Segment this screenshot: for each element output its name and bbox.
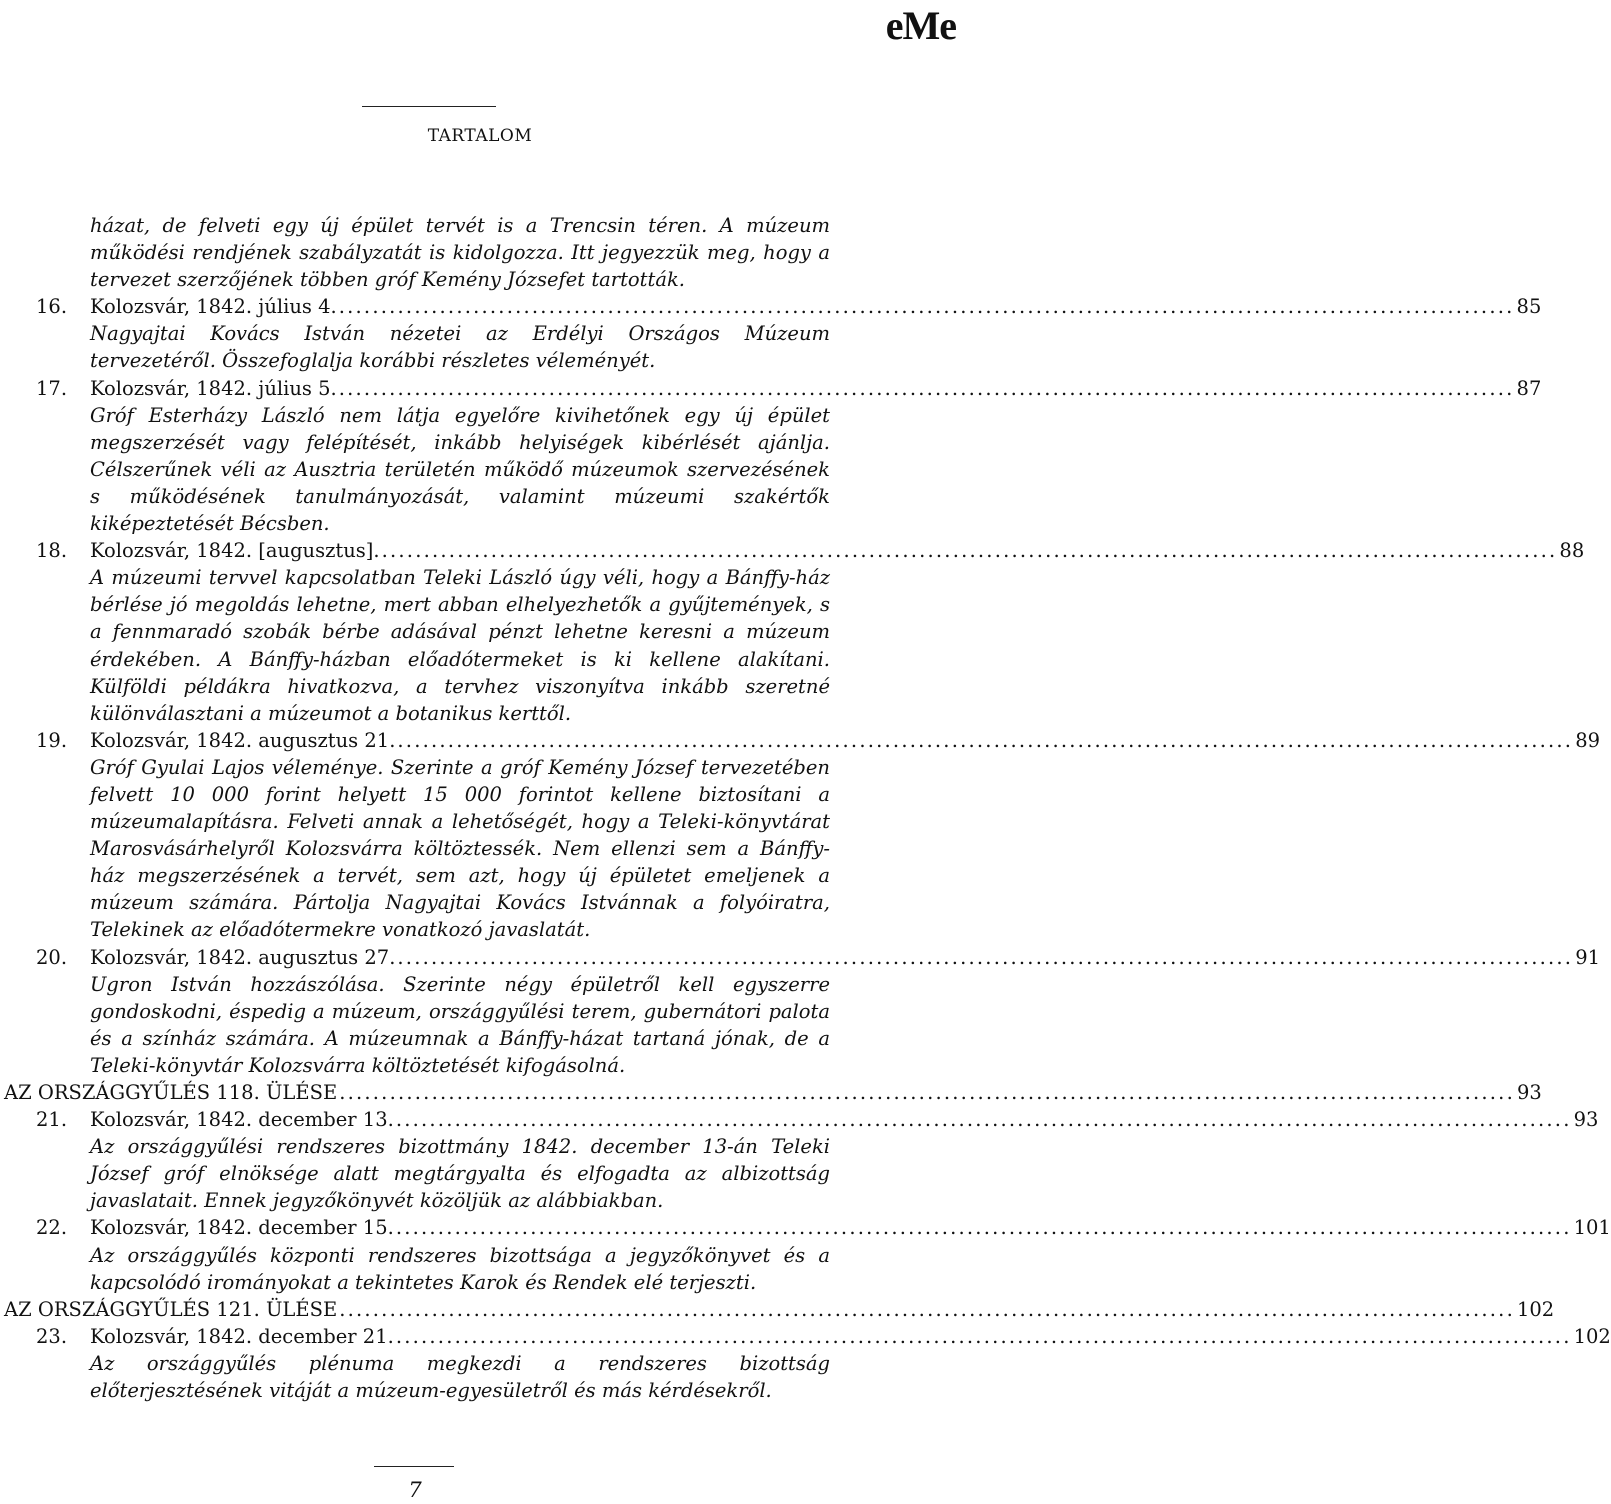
dot-leader: ............................................................................................................................................ (339, 1081, 1515, 1104)
toc-entry-line[interactable] (0, 944, 1601, 971)
dot-leader: ............................................................................................................................................ (395, 1216, 1572, 1240)
toc-entry (0, 727, 1601, 944)
dot-leader: ............................................................................................................................................ (339, 1297, 1515, 1321)
toc-entry-line[interactable] (0, 727, 1601, 754)
dot-leader: ............................................................................................................................................ (338, 295, 1515, 319)
entry-title: Kolozsvár, 1842. július 4. (90, 295, 337, 319)
top-rule (362, 106, 496, 107)
entry-number: 19. (36, 728, 68, 752)
toc-entry (0, 1214, 1611, 1295)
entry-number: 21. (36, 1108, 68, 1132)
entry-summary: Az országgyűlés plénuma megkezdi a rendszeres bizottság előterjesztésének vitáját a múzeum-egyesületről és más kérdésekről. (90, 1351, 830, 1403)
page-heading: TARTALOM (427, 126, 533, 146)
section-title: AZ ORSZÁGGYŰLÉS 121. ÜLÉSE (4, 1297, 338, 1321)
toc-entry-line[interactable] (0, 375, 1542, 402)
dot-leader: ............................................................................................................................................ (338, 376, 1515, 400)
entry-title: Kolozsvár, 1842. július 5. (90, 376, 337, 400)
toc-entry (0, 1323, 1611, 1404)
entry-number: 23. (36, 1324, 68, 1348)
bottom-rule (374, 1466, 454, 1467)
entry-title: Kolozsvár, 1842. augusztus 21. (90, 728, 396, 752)
entry-number: 22. (36, 1216, 68, 1240)
dot-leader: ............................................................................................................................................ (397, 728, 1574, 752)
toc-entry-line[interactable] (0, 1214, 1611, 1241)
dot-leader: ............................................................................................................................................ (395, 1324, 1572, 1348)
page-number: 7 (408, 1478, 422, 1502)
toc-entry (0, 375, 1542, 538)
entry-summary: Ugron István hozzászólása. Szerinte négy épületről kell egyszerre gondoskodni, éspedig a múzeum, országgyűlési terem, gubernátori palota és a színház számára. A múzeumnak a Bánffy-házat tartaná jónak, de a Teleki-könyvtár Kolozsvárra költöztetését kifogásolná. (90, 972, 830, 1077)
section-page: 102 (1516, 1297, 1555, 1321)
toc-entry (0, 944, 1601, 1079)
entry-number: 16. (36, 295, 68, 319)
section-heading-121[interactable] (0, 1296, 1555, 1323)
section-heading-118[interactable] (0, 1079, 1542, 1106)
entry-page: 87 (1516, 376, 1542, 400)
toc-entry-line[interactable] (0, 1106, 1599, 1133)
entry-page: 102 (1573, 1324, 1611, 1348)
dot-leader: ............................................................................................................................................ (381, 539, 1558, 563)
entry-page: 89 (1575, 728, 1601, 752)
section-page: 93 (1516, 1081, 1542, 1104)
entry-number: 20. (36, 945, 68, 969)
toc-entry (0, 1106, 1599, 1214)
entry-title: Kolozsvár, 1842. [augusztus]. (90, 539, 380, 563)
entry-summary: Gróf Esterházy László nem látja egyelőre kivihetőnek egy új épület megszerzését vagy felépítését, inkább helyiségek kibérlését ajánlja. Célszerűnek véli az Ausztria területén működő múzeumok szervezésének s működésének tanulmányozását, valamint múzeumi szakértők kiképeztetését Bécsben. (90, 403, 830, 536)
intro-summary: házat, de felveti egy új épület tervét is a Trencsin téren. A múzeum működési rendjének szabályzatát is kidolgozza. Itt jegyezzük meg, hogy a tervezet szerzőjének többen gróf Kemény Józsefet tartották. (90, 214, 830, 292)
entry-title: Kolozsvár, 1842. december 15. (90, 1216, 394, 1240)
entry-page: 88 (1559, 539, 1585, 563)
toc-entry-line[interactable] (0, 1323, 1611, 1350)
entry-summary: Az országgyűlés központi rendszeres bizottsága a jegyzőkönyvet és a kapcsolódó irományokat a tekintetes Karok és Rendek elé terjeszti. (90, 1243, 830, 1294)
toc-entry (0, 537, 1585, 727)
entry-number: 17. (36, 376, 68, 400)
entry-number: 18. (36, 539, 68, 563)
toc-entry-line[interactable] (0, 537, 1585, 564)
entry-summary: Gróf Gyulai Lajos véleménye. Szerinte a gróf Kemény József tervezetében felvett 10 000 forint helyett 15 000 forintot kellene biztosítani a múzeumalapításra. Felveti annak a lehetőségét, hogy a Teleki-könyvtárat Marosvásárhelyről Kolozsvárra költöztessék. Nem ellenzi sem a Bánffy-ház megszerzésének a tervét, sem azt, hogy új épületet emeljenek a múzeum számára. Pártolja Nagyajtai Kovács Istvánnak a folyóiratra, Telekinek az előadótermekre vonatkozó javaslatát. (90, 755, 830, 942)
entry-title: Kolozsvár, 1842. december 21. (90, 1324, 394, 1348)
entry-page: 91 (1575, 945, 1601, 969)
entry-title: Kolozsvár, 1842. augusztus 27. (90, 945, 396, 969)
dot-leader: ............................................................................................................................................ (395, 1108, 1572, 1132)
table-of-contents (0, 212, 1611, 1404)
entry-page: 85 (1516, 295, 1542, 319)
toc-entry-line[interactable] (0, 293, 1542, 320)
entry-summary: Nagyajtai Kovács István nézetei az Erdélyi Országos Múzeum tervezetéről. Összefoglalja korábbi részletes véleményét. (90, 322, 830, 373)
dot-leader: ............................................................................................................................................ (397, 945, 1574, 969)
entry-page: 93 (1573, 1108, 1599, 1132)
section-title: AZ ORSZÁGGYŰLÉS 118. ÜLÉSE (4, 1081, 338, 1104)
toc-entry (0, 293, 1542, 374)
publisher-logo: eMe (885, 3, 956, 48)
entry-page: 101 (1573, 1216, 1611, 1240)
entry-summary: Az országgyűlési rendszeres bizottmány 1842. december 13-án Teleki József gróf elnöksége alatt megtárgyalta és elfogadta az albizottság javaslatait. Ennek jegyzőkönyvét közöljük az alábbiakban. (90, 1135, 830, 1213)
entry-title: Kolozsvár, 1842. december 13. (90, 1108, 394, 1132)
entry-summary: A múzeumi tervvel kapcsolatban Teleki László úgy véli, hogy a Bánffy-ház bérlése jó megoldás lehetne, mert abban elhelyezhetők a gyűjtemények, s a fennmaradó szobák bérbe adásával pénzt lehetne keresni a múzeum érdekében. A Bánffy-házban előadótermeket is ki kellene alakítani. Külföldi példákra hivatkozva, a tervhez viszonyítva inkább szeretné különválasztani a múzeumot a botanikus kerttől. (90, 566, 830, 725)
